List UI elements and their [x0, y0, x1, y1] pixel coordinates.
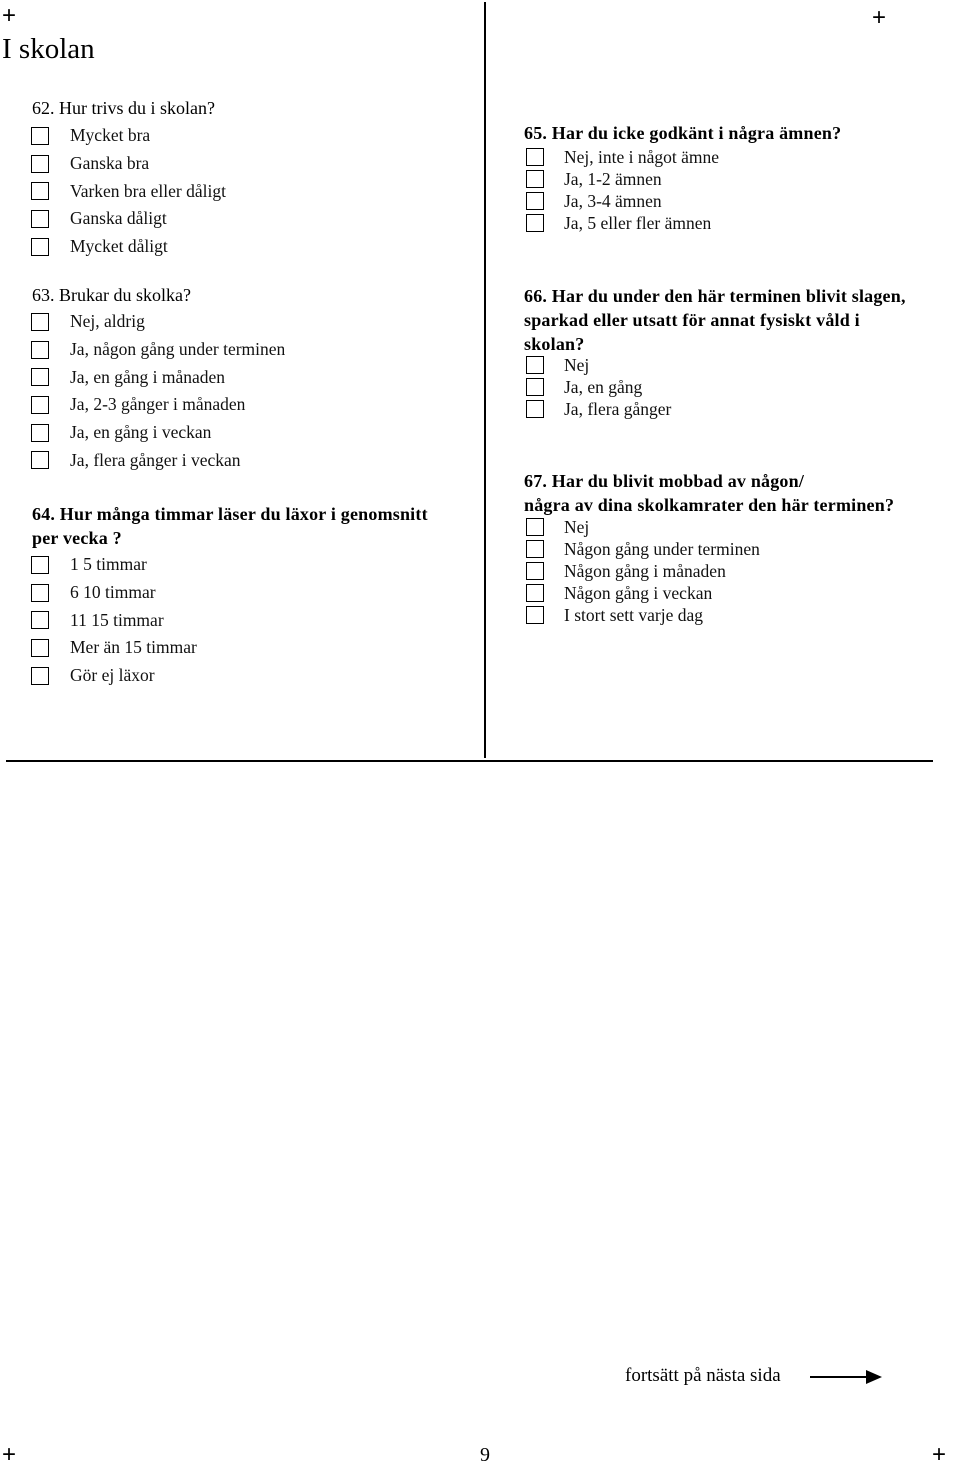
- option-label: Ja, flera gånger: [564, 398, 672, 419]
- checkbox[interactable]: [526, 400, 544, 418]
- checkbox[interactable]: [31, 210, 49, 228]
- question-65-options: [524, 146, 719, 234]
- option-67-5[interactable]: [524, 604, 760, 626]
- option-66-2[interactable]: [524, 376, 671, 398]
- option-64-1[interactable]: [29, 551, 197, 579]
- question-64-options: [29, 551, 197, 689]
- question-64-line-2: per vecka ?: [32, 528, 122, 548]
- option-label: Ja, 5 eller fler ämnen: [564, 212, 712, 233]
- checkbox[interactable]: [31, 238, 49, 256]
- option-label: Ja, en gång i månaden: [70, 366, 226, 387]
- question-66-options: [524, 354, 671, 420]
- question-62-options: [29, 122, 226, 260]
- checkbox[interactable]: [31, 368, 49, 386]
- option-label: 6 10 timmar: [70, 582, 156, 603]
- option-label: Ganska bra: [70, 153, 150, 174]
- column-divider: [484, 2, 486, 758]
- checkbox[interactable]: [31, 127, 49, 145]
- checkbox[interactable]: [31, 155, 49, 173]
- option-64-4[interactable]: [29, 634, 197, 662]
- crosshair-top-right: +: [872, 4, 887, 31]
- checkbox[interactable]: [526, 170, 544, 188]
- option-label: Ja, 2-3 gånger i månaden: [70, 394, 246, 415]
- question-64-line-1: 64. Hur många timmar läser du läxor i genomsnitt: [32, 504, 428, 524]
- option-label: Ja, någon gång under terminen: [70, 339, 286, 360]
- checkbox[interactable]: [526, 356, 544, 374]
- option-label: Ja, 1-2 ämnen: [564, 168, 662, 189]
- checkbox[interactable]: [31, 639, 49, 657]
- option-label: Någon gång i månaden: [564, 560, 726, 581]
- option-label: Varken bra eller dåligt: [70, 180, 226, 201]
- checkbox[interactable]: [31, 667, 49, 685]
- option-63-2[interactable]: [29, 336, 285, 364]
- option-label: Nej: [564, 354, 590, 375]
- checkbox[interactable]: [526, 148, 544, 166]
- checkbox[interactable]: [31, 424, 49, 442]
- crosshair-bottom-right: +: [932, 1441, 947, 1468]
- option-label: Nej, inte i något ämne: [564, 146, 720, 167]
- question-67-line-2: några av dina skolkamrater den här terminen?: [524, 495, 895, 515]
- option-label: 1 5 timmar: [70, 554, 147, 575]
- option-label: Ja, en gång: [564, 376, 643, 397]
- checkbox[interactable]: [31, 396, 49, 414]
- option-65-2[interactable]: [524, 168, 719, 190]
- question-67: [524, 469, 894, 517]
- checkbox[interactable]: [31, 556, 49, 574]
- option-63-6[interactable]: [29, 446, 285, 474]
- option-label: Ja, flera gånger i veckan: [70, 449, 241, 470]
- checkbox[interactable]: [526, 378, 544, 396]
- checkbox[interactable]: [526, 606, 544, 624]
- option-65-1[interactable]: [524, 146, 719, 168]
- option-62-2[interactable]: [29, 150, 226, 178]
- option-63-1[interactable]: [29, 308, 285, 336]
- option-62-4[interactable]: [29, 205, 226, 233]
- option-62-1[interactable]: [29, 122, 226, 150]
- option-label: Någon gång i veckan: [564, 582, 713, 603]
- option-label: Nej, aldrig: [70, 311, 145, 332]
- option-label: Mycket dåligt: [70, 236, 168, 257]
- option-67-2[interactable]: [524, 538, 760, 560]
- option-65-3[interactable]: [524, 190, 719, 212]
- checkbox[interactable]: [526, 214, 544, 232]
- question-65-text: 65. Har du icke godkänt i några ämnen?: [524, 123, 842, 143]
- crosshair-bottom-left: +: [2, 1441, 17, 1468]
- question-63: [32, 284, 191, 306]
- question-63-options: [29, 308, 285, 474]
- checkbox[interactable]: [31, 584, 49, 602]
- checkbox[interactable]: [526, 584, 544, 602]
- option-65-4[interactable]: [524, 212, 719, 234]
- continue-note: fortsätt på nästa sida: [625, 1365, 781, 1386]
- question-62-text: 62. Hur trivs du i skolan?: [32, 98, 215, 118]
- checkbox[interactable]: [526, 192, 544, 210]
- option-67-1[interactable]: [524, 516, 760, 538]
- option-62-5[interactable]: [29, 233, 226, 261]
- option-label: I stort sett varje dag: [564, 604, 703, 625]
- section-heading: I skolan: [2, 33, 95, 65]
- option-66-1[interactable]: [524, 354, 671, 376]
- checkbox[interactable]: [526, 540, 544, 558]
- option-label: Någon gång under terminen: [564, 538, 760, 559]
- option-64-3[interactable]: [29, 606, 197, 634]
- option-label: Gör ej läxor: [70, 665, 155, 686]
- option-67-3[interactable]: [524, 560, 760, 582]
- question-64: [32, 502, 428, 550]
- option-label: Ganska dåligt: [70, 208, 167, 229]
- question-63-text: 63. Brukar du skolka?: [32, 285, 191, 305]
- question-67-options: [524, 516, 760, 626]
- checkbox[interactable]: [31, 341, 49, 359]
- option-64-2[interactable]: [29, 579, 197, 607]
- question-67-line-1: 67. Har du blivit mobbad av någon/: [524, 471, 805, 491]
- option-63-5[interactable]: [29, 419, 285, 447]
- option-label: Mer än 15 timmar: [70, 637, 197, 658]
- option-62-3[interactable]: [29, 177, 226, 205]
- checkbox[interactable]: [31, 182, 49, 200]
- checkbox[interactable]: [526, 518, 544, 536]
- arrow-right-icon: [810, 1368, 884, 1386]
- option-label: Ja, en gång i veckan: [70, 422, 212, 443]
- option-label: Mycket bra: [70, 125, 151, 146]
- question-66: [524, 284, 906, 356]
- option-64-5[interactable]: [29, 662, 197, 690]
- option-66-3[interactable]: [524, 398, 671, 420]
- question-62: [32, 97, 215, 119]
- crosshair-top-left: +: [2, 2, 17, 29]
- checkbox[interactable]: [31, 611, 49, 629]
- page-number: 9: [480, 1444, 490, 1466]
- question-66-line-1: 66. Har du under den här terminen blivit slagen,: [524, 286, 906, 306]
- question-65: [524, 121, 841, 145]
- checkbox[interactable]: [31, 451, 49, 469]
- option-label: Ja, 3-4 ämnen: [564, 190, 662, 211]
- section-divider: [6, 760, 933, 762]
- checkbox[interactable]: [31, 313, 49, 331]
- option-label: 11 15 timmar: [70, 609, 164, 630]
- option-67-4[interactable]: [524, 582, 760, 604]
- question-66-line-3: skolan?: [524, 334, 585, 354]
- option-label: Nej: [564, 516, 590, 537]
- question-66-line-2: sparkad eller utsatt för annat fysiskt våld i: [524, 310, 860, 330]
- option-63-3[interactable]: [29, 363, 285, 391]
- checkbox[interactable]: [526, 562, 544, 580]
- option-63-4[interactable]: [29, 391, 285, 419]
